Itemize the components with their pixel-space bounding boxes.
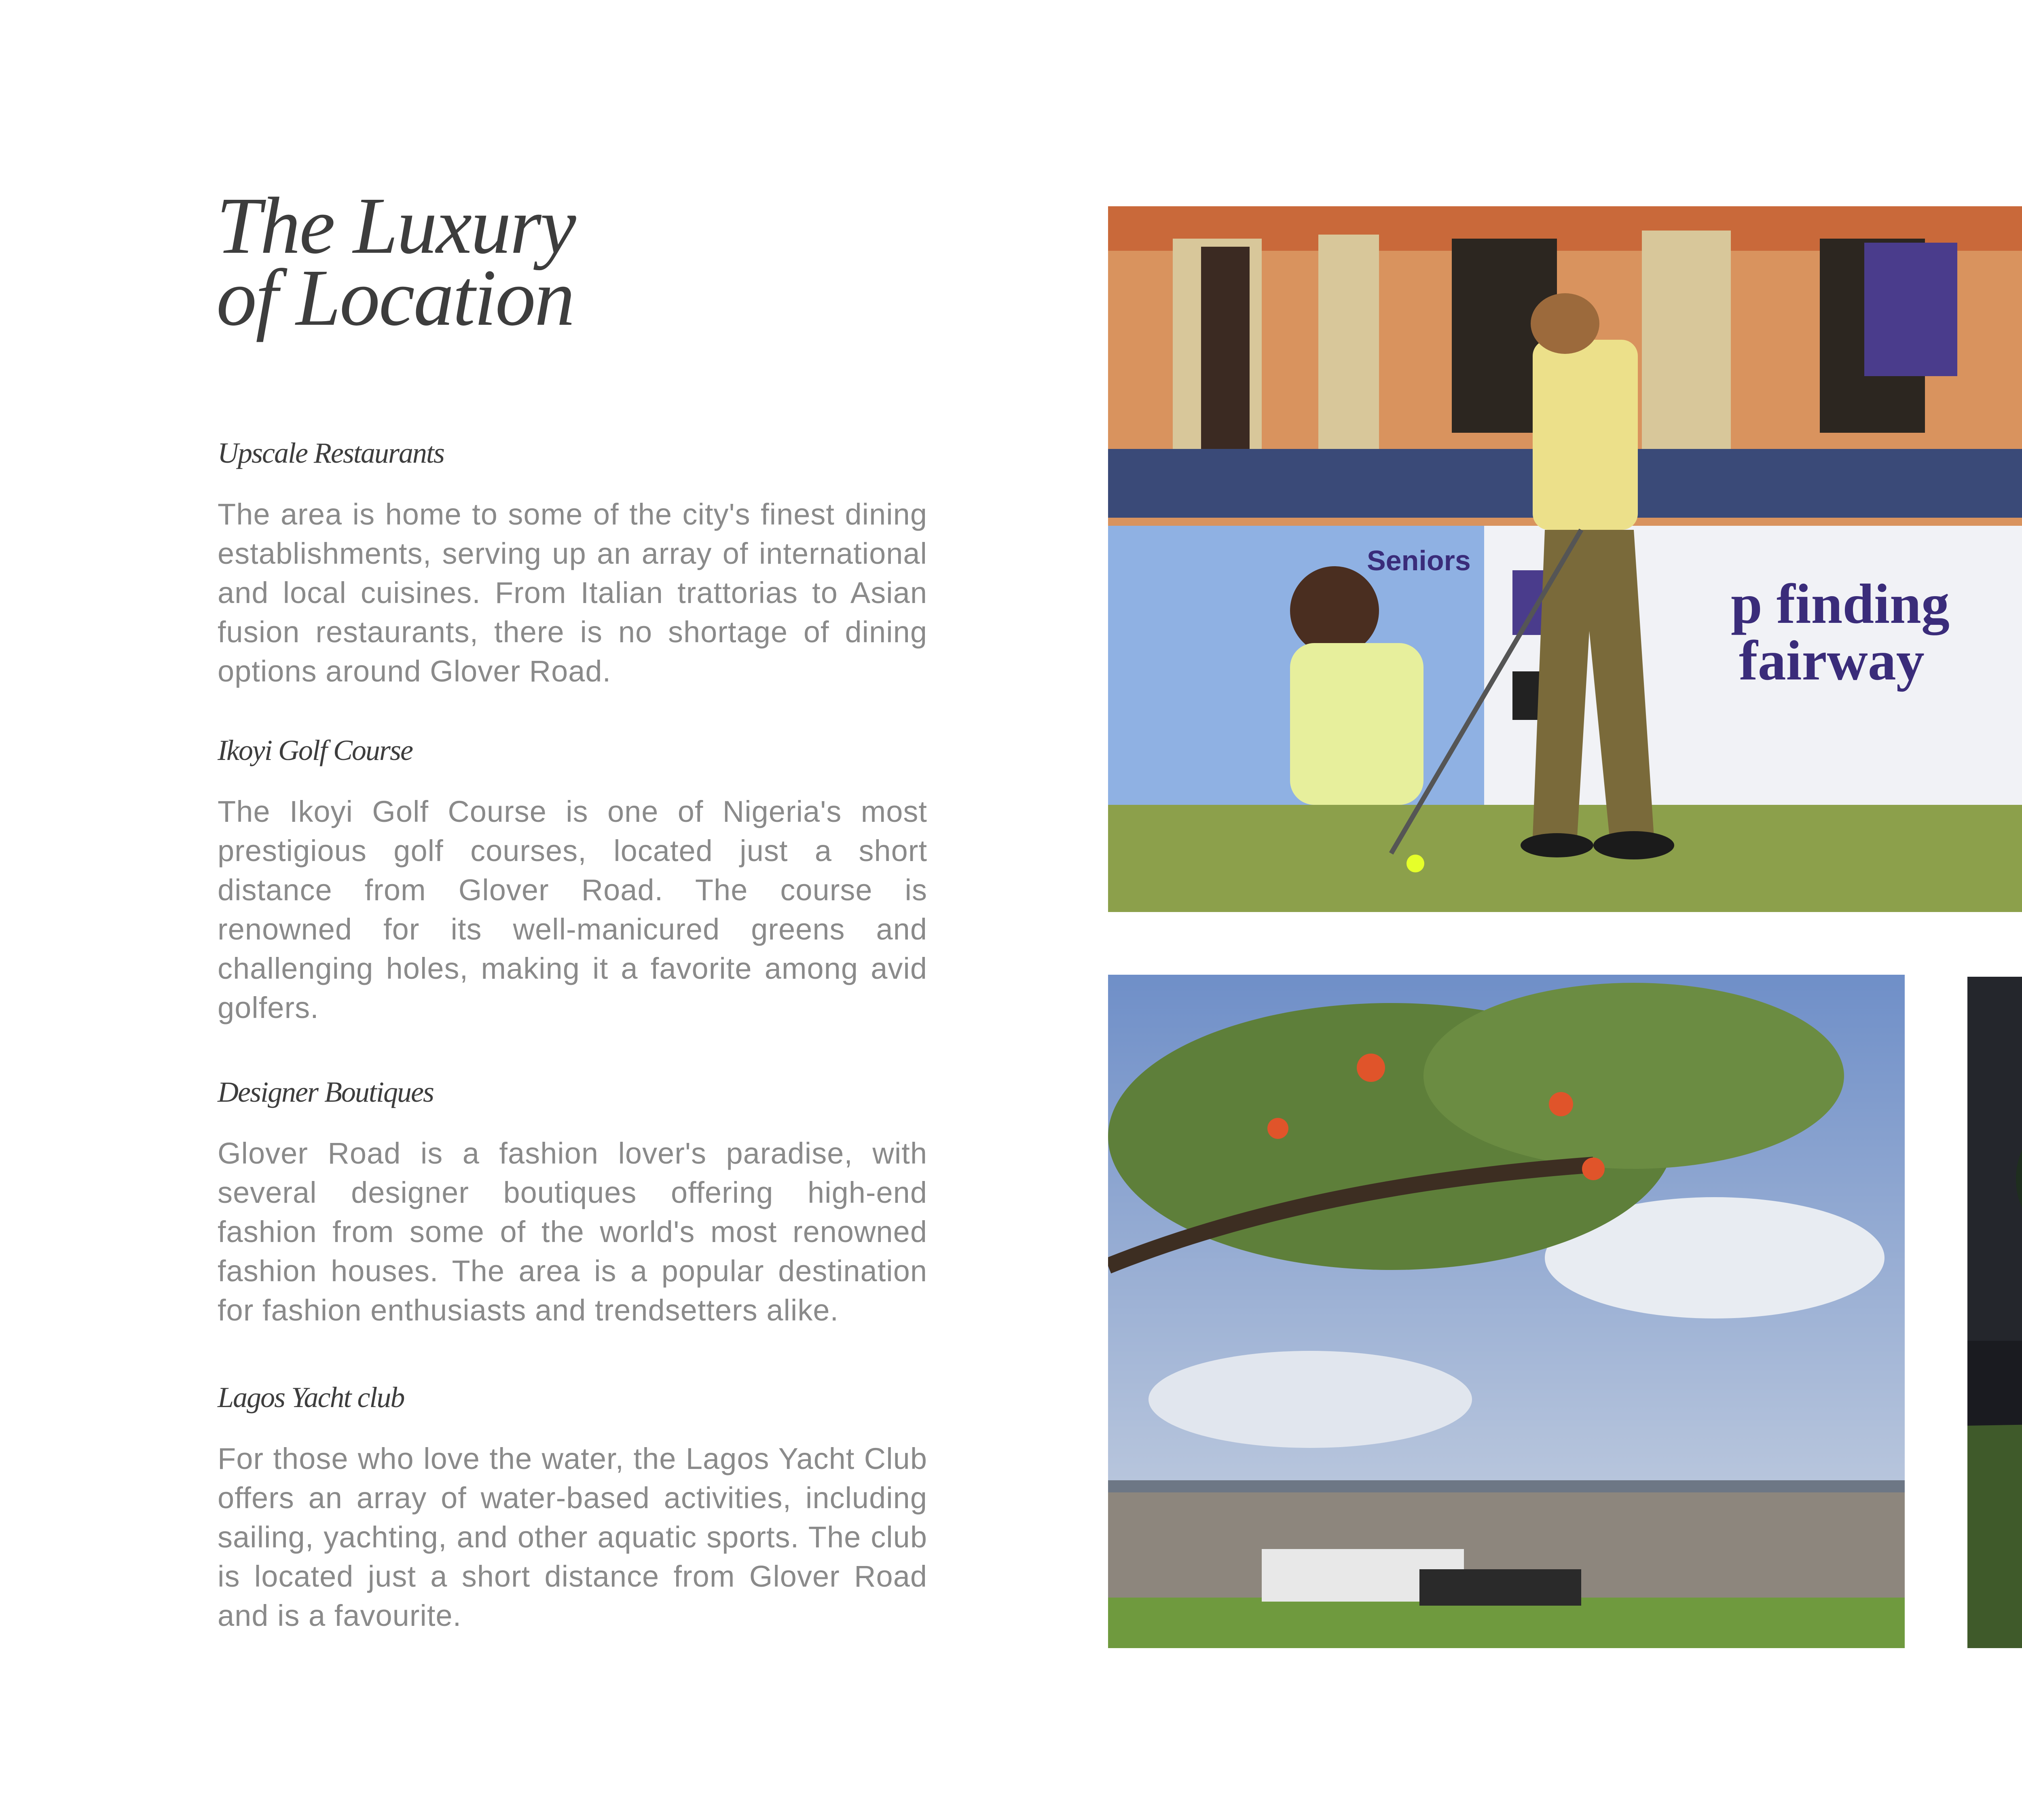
section-upscale-restaurants [218, 435, 927, 691]
section-body: Glover Road is a fashion lover's paradise, with several designer boutiques offering high-end fashion from some of the world's most renowned fashion houses. The area is a popular destination for fashion enthusiasts and trendsetters alike. [218, 1136, 927, 1327]
section-body: The area is home to some of the city's finest dining establishments, serving up an array of international and local cuisines. From Italian trattorias to Asian fusion restaurants, there is no shortage of dining options around Glover Road. [218, 497, 927, 688]
banner-brand: Seniors [1367, 545, 1471, 576]
banner-text-1: p finding [1731, 573, 1950, 635]
section-heading: Lagos Yacht club [218, 1381, 404, 1414]
night-street-photo [1967, 977, 2022, 1648]
banner-text-2: fairway [1739, 629, 1925, 692]
section-heading: Ikoyi Golf Course [218, 734, 412, 766]
title-line-1: The Luxury [216, 181, 575, 271]
section-ikoyi-golf-course [218, 732, 927, 1027]
section-lagos-yacht-club [218, 1379, 927, 1635]
section-heading: Upscale Restaurants [218, 437, 444, 469]
section-designer-boutiques [218, 1074, 927, 1330]
section-heading: Designer Boutiques [218, 1076, 434, 1108]
section-body: For those who love the water, the Lagos Yacht Club offers an array of water-based activities, including sailing, yachting, and other aquatic sports. The club is located just a short distance from Glover Road and is a favourite. [218, 1442, 927, 1632]
page-title [216, 181, 575, 343]
golf-course-photo [1108, 206, 2022, 912]
lagoon-tree-photo [1108, 975, 1905, 1648]
title-line-2: of Location [216, 253, 574, 343]
section-body: The Ikoyi Golf Course is one of Nigeria's most prestigious golf courses, located just a short distance from Glover Road. The course is renowned for its well-manicured greens and challenging holes, making it a favorite among avid golfers. [218, 795, 927, 1024]
